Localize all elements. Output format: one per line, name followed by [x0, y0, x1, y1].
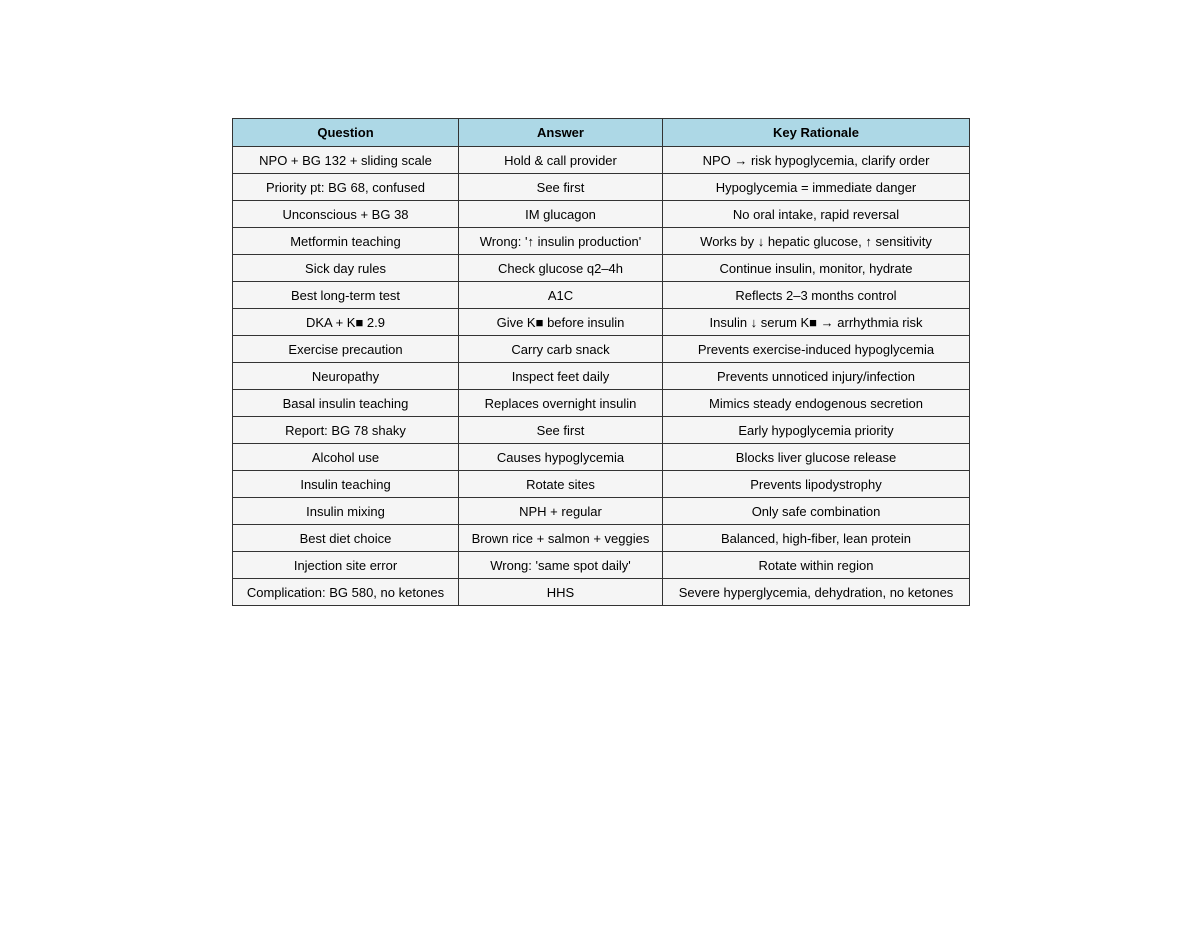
table-row	[233, 147, 970, 174]
answer-cell: Causes hypoglycemia	[459, 444, 663, 471]
question-cell: Neuropathy	[233, 363, 459, 390]
rationale-cell: Mimics steady endogenous secretion	[663, 390, 970, 417]
answer-cell: Wrong: 'same spot daily'	[459, 552, 663, 579]
answer-cell: HHS	[459, 579, 663, 606]
answer-cell: Give K■ before insulin	[459, 309, 663, 336]
table-row	[233, 525, 970, 552]
table-row	[233, 363, 970, 390]
table-row	[233, 579, 970, 606]
answer-cell: See first	[459, 174, 663, 201]
answer-cell: Check glucose q2–4h	[459, 255, 663, 282]
answer-cell: Replaces overnight insulin	[459, 390, 663, 417]
rationale-cell: No oral intake, rapid reversal	[663, 201, 970, 228]
column-header-answer: Answer	[459, 119, 663, 147]
question-cell: Unconscious + BG 38	[233, 201, 459, 228]
rationale-cell: Prevents lipodystrophy	[663, 471, 970, 498]
answer-cell: A1C	[459, 282, 663, 309]
table-row	[233, 309, 970, 336]
question-cell: Complication: BG 580, no ketones	[233, 579, 459, 606]
table-row	[233, 174, 970, 201]
rationale-cell: Blocks liver glucose release	[663, 444, 970, 471]
rationale-cell: Early hypoglycemia priority	[663, 417, 970, 444]
table-row	[233, 471, 970, 498]
table-row	[233, 228, 970, 255]
table-header	[233, 119, 970, 147]
question-cell: DKA + K■ 2.9	[233, 309, 459, 336]
answer-cell: Hold & call provider	[459, 147, 663, 174]
question-cell: Injection site error	[233, 552, 459, 579]
rationale-cell: Prevents unnoticed injury/infection	[663, 363, 970, 390]
rationale-cell: Rotate within region	[663, 552, 970, 579]
table-row	[233, 282, 970, 309]
answer-cell: NPH + regular	[459, 498, 663, 525]
rationale-cell: Hypoglycemia = immediate danger	[663, 174, 970, 201]
answer-cell: Inspect feet daily	[459, 363, 663, 390]
rationale-cell: Reflects 2–3 months control	[663, 282, 970, 309]
question-cell: Exercise precaution	[233, 336, 459, 363]
table-row	[233, 498, 970, 525]
question-cell: Basal insulin teaching	[233, 390, 459, 417]
question-cell: NPO + BG 132 + sliding scale	[233, 147, 459, 174]
answer-cell: Rotate sites	[459, 471, 663, 498]
question-cell: Priority pt: BG 68, confused	[233, 174, 459, 201]
answer-cell: See first	[459, 417, 663, 444]
column-header-question: Question	[233, 119, 459, 147]
table-row	[233, 444, 970, 471]
rationale-cell: Severe hyperglycemia, dehydration, no ketones	[663, 579, 970, 606]
question-cell: Report: BG 78 shaky	[233, 417, 459, 444]
table-row	[233, 336, 970, 363]
question-cell: Insulin mixing	[233, 498, 459, 525]
qa-table	[232, 118, 970, 606]
rationale-cell: Balanced, high-fiber, lean protein	[663, 525, 970, 552]
answer-cell: Wrong: '↑ insulin production'	[459, 228, 663, 255]
table-row	[233, 552, 970, 579]
rationale-cell: Prevents exercise-induced hypoglycemia	[663, 336, 970, 363]
question-cell: Best diet choice	[233, 525, 459, 552]
question-cell: Insulin teaching	[233, 471, 459, 498]
table-row	[233, 201, 970, 228]
answer-cell: IM glucagon	[459, 201, 663, 228]
question-cell: Best long-term test	[233, 282, 459, 309]
column-header-key-rationale: Key Rationale	[663, 119, 970, 147]
table-row	[233, 417, 970, 444]
table-row	[233, 255, 970, 282]
header-row	[233, 119, 970, 147]
answer-cell: Carry carb snack	[459, 336, 663, 363]
rationale-cell: Only safe combination	[663, 498, 970, 525]
table-body	[233, 147, 970, 606]
question-cell: Sick day rules	[233, 255, 459, 282]
answer-cell: Brown rice + salmon + veggies	[459, 525, 663, 552]
table-row	[233, 390, 970, 417]
rationale-cell: Insulin ↓ serum K■ → arrhythmia risk	[663, 309, 970, 336]
rationale-cell: Works by ↓ hepatic glucose, ↑ sensitivity	[663, 228, 970, 255]
rationale-cell: NPO → risk hypoglycemia, clarify order	[663, 147, 970, 174]
rationale-cell: Continue insulin, monitor, hydrate	[663, 255, 970, 282]
question-cell: Alcohol use	[233, 444, 459, 471]
question-cell: Metformin teaching	[233, 228, 459, 255]
